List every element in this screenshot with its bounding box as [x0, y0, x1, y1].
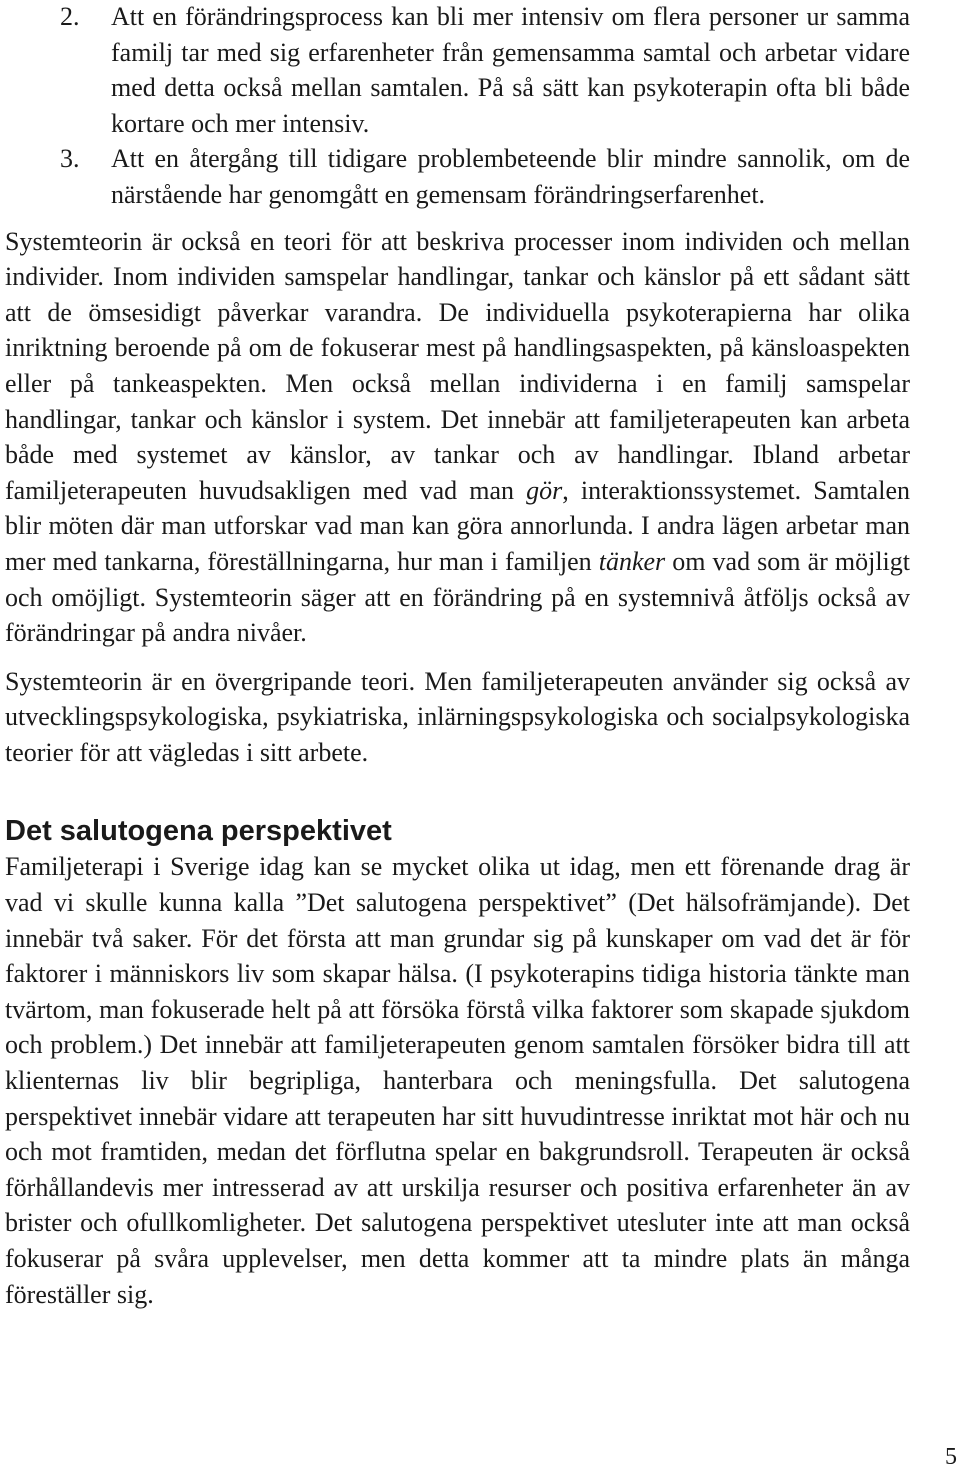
paragraph-text: om vad som är möjligt och omöjligt. Systemteorin säger att en förändring på en systemnivå åtföljs också av förändringar på andra nivåer. — [5, 546, 910, 648]
list-item-number: 3. — [60, 144, 80, 174]
list-item-text: Att en förändringsprocess kan bli mer intensiv om flera personer ur samma familj tar med sig erfarenheter från gemensamma samtal och arbetar vidare med detta också mellan samtalen. På så sätt kan psykoterapin ofta bli både kortare och mer intensiv. — [111, 2, 910, 138]
paragraph-systems-theory — [5, 224, 910, 651]
list-item — [5, 0, 910, 141]
paragraph-overarching-theory: Systemteorin är en övergripande teori. Men familjeterapeuten använder sig också av utvecklingspsykologiska, psykiatriska, inlärningspsykologiska och socialpsykologiska teorier för att vägledas i sitt arbete. — [5, 666, 910, 767]
list-item — [5, 141, 910, 212]
numbered-list — [5, 0, 910, 213]
paragraph-text: , interaktionssystemet. Samtalen blir möten där man utforskar vad man kan göra annorlunda. I andra lägen arbetar man mer med tankarna, föreställningarna, hur man i familjen — [5, 475, 910, 576]
list-item-text: Att en återgång till tidigare problembeteende blir mindre sannolik, om de närstående har genomgått en gemensam förändringserfarenhet. — [111, 144, 910, 209]
page-number: 5 — [945, 1444, 957, 1470]
document-page — [5, 0, 910, 1312]
section-heading: Det salutogena perspektivet — [5, 815, 392, 848]
paragraph-salutogenic: Familjeterapi i Sverige idag kan se mycket olika ut idag, men ett förenande drag är vad vi skulle kunna kalla ”Det salutogena perspektivet” (Det hälsofrämjande). Det innebär två saker. För det första att man grundar sig på kunskaper om vad det är för faktorer i människors liv som skapar hälsa. (I psykoterapins tidiga historia tänkte man tvärtom, man fokuserade helt på att försöka förstå vilka faktorer som skapade sjukdom och problem.) Det innebär att familjeterapeuten genom samtalen försöker bidra till att klienternas liv blir begripliga, hanterbara och meningsfulla. Det salutogena perspektivet innebär vidare att terapeuten har sitt huvudintresse inriktat mot här och nu och mot framtiden, medan det förflutna spelar en bakgrundsroll. Terapeuten är också förhållandevis mer intresserad av att urskilja resurser och positiva erfarenheter än av brister och ofullkomligheter. Det salutogena perspektivet utesluter inte att man också fokuserar på svåra upplevelser, men detta kommer att ta mindre plats än många föreställer sig. — [5, 852, 910, 1309]
emphasis-text: gör — [526, 475, 563, 505]
list-item-number: 2. — [60, 2, 80, 31]
emphasis-text: tänker — [598, 546, 666, 576]
paragraph-text: Systemteorin är också en teori för att beskriva processer inom individen och mellan individer. Inom individen samspelar handlingar, tankar och känslor på ett sådant sätt att de ömsesidigt påverkar varandra. De individuella psykoterapierna har olika inriktning beroende på om de fokuserar mest på handlingsaspekten, på känsloaspekten eller på tankeaspekten. Men också mellan individerna i en familj samspelar handlingar, tankar och känslor i system. Det innebär att familjeterapeuten kan arbeta både med systemet av känslor, av tankar och av handlingar. Ibland arbetar familjeterapeuten huvudsakligen med vad man — [5, 226, 910, 505]
